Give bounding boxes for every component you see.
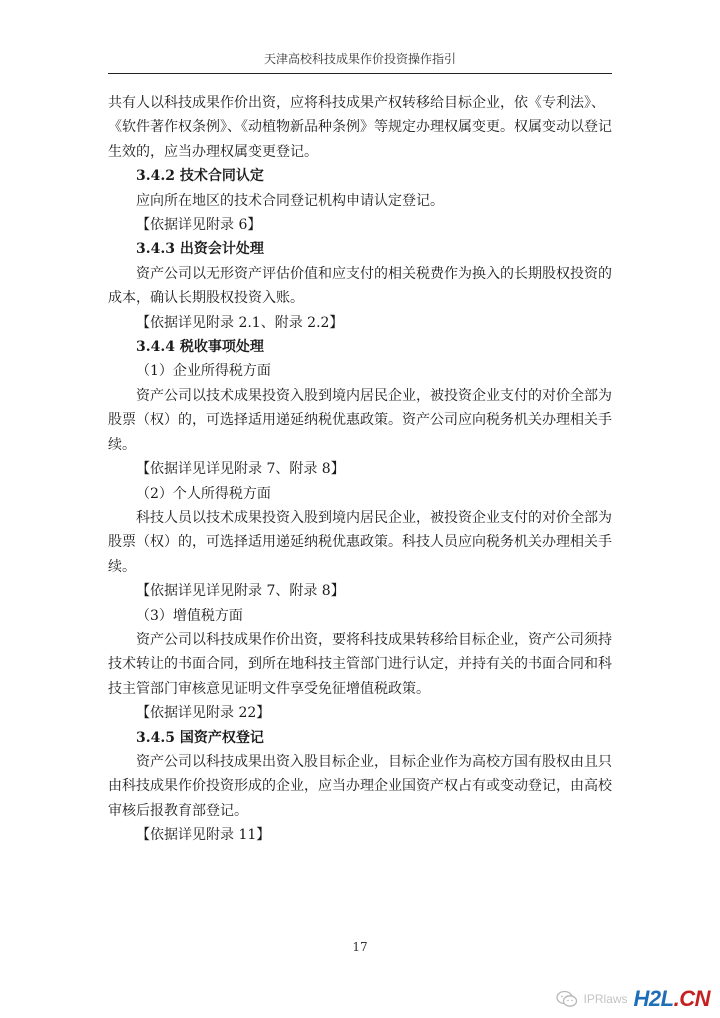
paragraph: 共有人以科技成果作价出资，应将科技成果产权转移给目标企业，依《专利法》、《软件著作权条例》、《动植物新品种条例》等规定办理权属变更。权属变动以登记生效的，应当办理权属变更登记。	[108, 95, 612, 160]
logo-cn: .CN	[673, 986, 710, 1011]
wechat-icon	[556, 990, 578, 1008]
page-number: 17	[352, 940, 368, 954]
paragraph: 【依据详见详见附录 7、附录 8】	[136, 583, 345, 600]
logo-h2l: H2L	[633, 986, 674, 1011]
document-body	[108, 91, 612, 848]
h2l-logo	[634, 986, 710, 1012]
section-heading: 3.4.3 出资会计处理	[136, 241, 264, 258]
header-divider	[108, 73, 612, 74]
paragraph: 资产公司以技术成果投资入股到境内居民企业，被投资企业支付的对价全部为股票（权）的，可选择适用递延纳税优惠政策。资产公司应向税务机关办理相关手续。	[108, 387, 612, 453]
paragraph: 资产公司以无形资产评估价值和应支付的相关税费作为换入的长期股权投资的成本，确认长期股权投资入账。	[108, 265, 612, 307]
paragraph: 科技人员以技术成果投资入股到境内居民企业，被投资企业支付的对价全部为股票（权）的，可选择适用递延纳税优惠政策。科技人员应向税务机关办理相关手续。	[108, 509, 612, 575]
paragraph: 【依据详见附录 2.1、附录 2.2】	[136, 314, 344, 331]
running-header: 天津高校科技成果作价投资操作指引	[263, 52, 456, 66]
section-heading: 3.4.2 技术合同认定	[136, 168, 264, 185]
paragraph: 应向所在地区的技术合同登记机构申请认定登记。	[136, 192, 444, 209]
section-heading: 3.4.4 税收事项处理	[136, 339, 264, 356]
paragraph: （2）个人所得税方面	[136, 485, 271, 502]
paragraph: （1）企业所得税方面	[136, 363, 271, 380]
watermark	[556, 986, 710, 1012]
paragraph: 【依据详见详见附录 7、附录 8】	[136, 461, 345, 478]
paragraph: （3）增值税方面	[136, 607, 243, 624]
paragraph: 【依据详见附录 6】	[136, 217, 262, 234]
paragraph: 资产公司以科技成果作价出资，要将科技成果转移给目标企业，资产公司须持技术转让的书面合同，到所在地科技主管部门进行认定，并持有关的书面合同和科技主管部门审核意见证明文件享受免征增值税政策。	[108, 631, 612, 697]
paragraph: 【依据详见附录 11】	[136, 827, 271, 844]
paragraph: 资产公司以科技成果出资入股目标企业，目标企业作为高校方国有股权由且只由科技成果作价投资形成的企业，应当办理企业国资产权占有或变动登记，由高校审核后报教育部登记。	[108, 753, 612, 819]
section-heading: 3.4.5 国资产权登记	[136, 729, 264, 746]
paragraph: 【依据详见附录 22】	[136, 705, 271, 722]
watermark-faint-text: IPRlaws	[583, 992, 628, 1006]
